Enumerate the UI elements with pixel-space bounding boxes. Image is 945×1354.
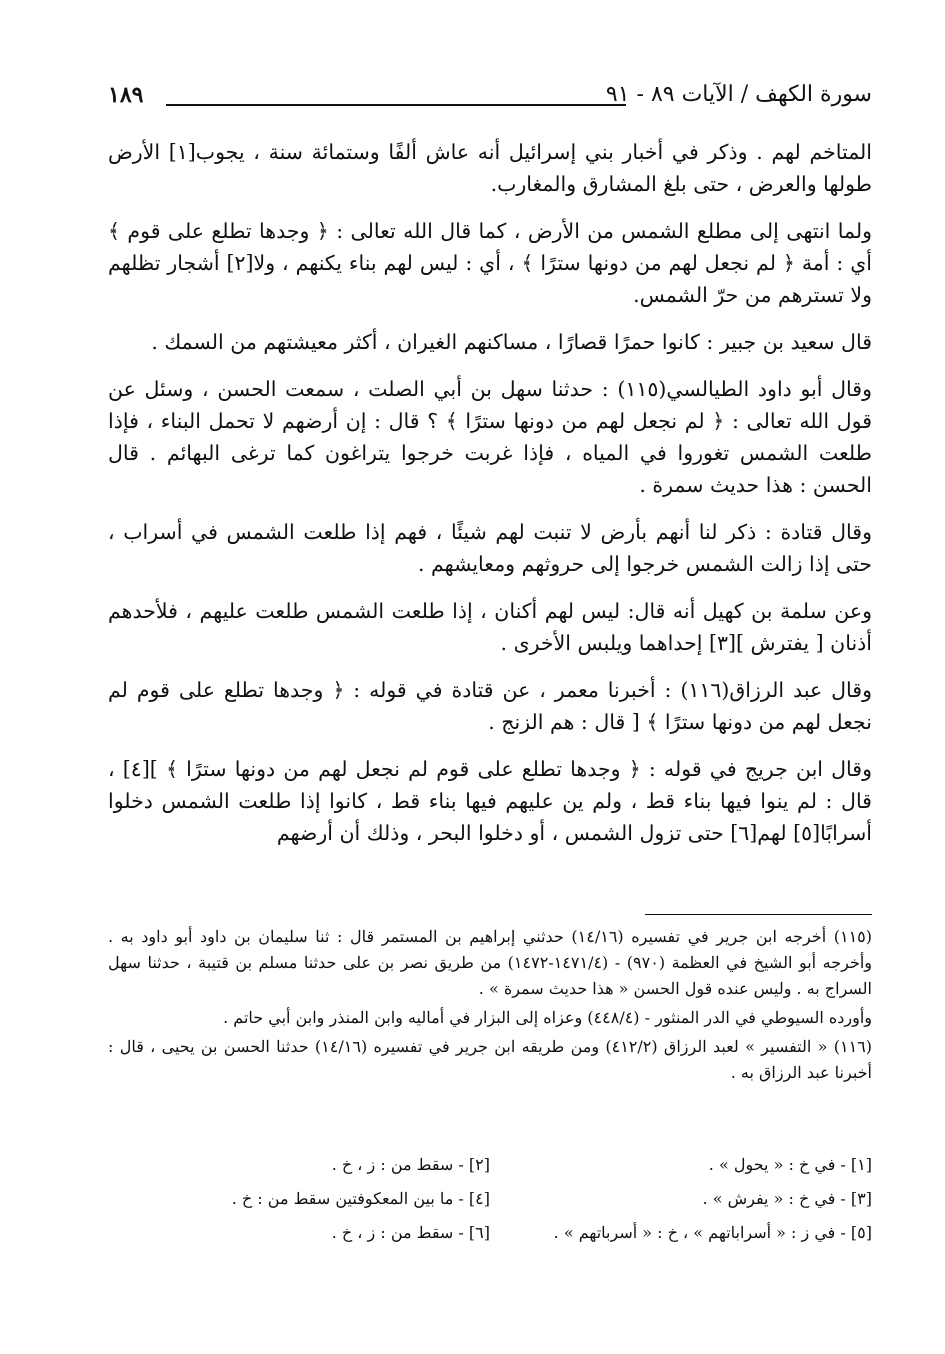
variant-row bbox=[108, 1216, 872, 1250]
footnotes bbox=[108, 924, 872, 1089]
paragraph: وقال قتادة : ذكر لنا أنهم بأرض لا تنبت لهم شيئًا ، فهم إذا طلعت الشمس في أسراب ، حتى إذا زالت الشمس خرجوا إلى حروثهم ومعايشهم . bbox=[108, 520, 872, 576]
paragraph: ولما انتهى إلى مطلع الشمس من الأرض ، كما قال الله تعالى : ﴿ وجدها تطلع على قوم ﴾ أي : أمة ﴿ لم نجعل لهم من دونها سترًا ﴾ ، أي : ليس لهم بناء يكنهم ، ولا[٢] أشجار تظلهم ولا تسترهم من حرّ الشمس. bbox=[108, 219, 872, 307]
variant-note: [٤] - ما بين المعكوفتين سقط من : خ . bbox=[231, 1189, 490, 1208]
textual-variants bbox=[108, 1148, 872, 1250]
variant-row bbox=[108, 1148, 872, 1182]
variant-note: [٥] - في ز : « أسراباتهم » ، خ : « أسرباتهم » . bbox=[553, 1223, 872, 1242]
header-rule bbox=[166, 104, 626, 106]
variant-row bbox=[108, 1182, 872, 1216]
paragraph: قال سعيد بن جبير : كانوا حمرًا قصارًا ، مساكنهم الغيران ، أكثر معيشتهم من السمك . bbox=[151, 330, 872, 354]
footnote: وأورده السيوطي في الدر المنثور - (٤٤٨/٤) وعزاه إلى البزار في أماليه وابن المنذر وابن أبي حاتم . bbox=[223, 1008, 872, 1027]
paragraph: وقال ابن جريج في قوله : ﴿ وجدها تطلع على قوم لم نجعل لهم من دونها سترًا ﴾ ][٤] ، قال : لم ينوا فيها بناء قط ، ولم ين عليهم فيها بناء قط ، كانوا إذا طلعت الشمس دخلوا أسرابًا[٥] لهم[٦] حتى تزول الشمس ، أو دخلوا البحر ، وذلك أن أرضهم bbox=[108, 757, 872, 845]
main-text bbox=[108, 136, 872, 864]
running-title: سورة الكهف / الآيات ٨٩ - ٩١ bbox=[605, 82, 872, 107]
page-header bbox=[108, 82, 872, 116]
variant-note: [٢] - سقط من : ز ، خ . bbox=[331, 1155, 490, 1174]
paragraph: وعن سلمة بن كهيل أنه قال: ليس لهم أكنان ، إذا طلعت الشمس طلعت عليهم ، فلأحدهم أذنان [ يفترش ][٣] إحداهما ويلبس الأخرى . bbox=[108, 599, 872, 655]
variant-note: [٣] - في خ : « يفرش » . bbox=[702, 1189, 872, 1208]
paragraph: المتاخم لهم . وذكر في أخبار بني إسرائيل أنه عاش ألفًا وستمائة سنة ، يجوب[١] الأرض طولها والعرض ، حتى بلغ المشارق والمغارب. bbox=[108, 140, 873, 196]
footnote-rule bbox=[645, 914, 872, 915]
paragraph: وقال أبو داود الطيالسي(١١٥) : حدثنا سهل بن أبي الصلت ، سمعت الحسن ، وسئل عن قول الله تعالى : ﴿ لم نجعل لهم من دونها سترًا ﴾ ؟ قال : إن أرضهم لا تحمل البناء ، فإذا طلعت الشمس تغوروا في المياه ، فإذا غربت خرجوا يتراغون كما ترغى البهائم . قال الحسن : هذا حديث سمرة . bbox=[108, 377, 872, 497]
paragraph: وقال عبد الرزاق(١١٦) : أخبرنا معمر ، عن قتادة في قوله : ﴿ وجدها تطلع على قوم لم نجعل لهم من دونها سترًا ﴾ [ قال : هم الزنج . bbox=[108, 678, 872, 734]
footnote: (١١٥) أخرجه ابن جرير في تفسيره (١٤/١٦) حدثني إبراهيم بن المستمر قال : ثنا سليمان بن داود أبو داود به . وأخرجه أبو الشيخ في العظمة (٩٧٠) - (١٤٧١/٤-١٤٧٢) من طريق نصر بن على حدثنا مسلم بن قتيبة ، حدثنا سهل السراج به . وليس عنده قول الحسن « هذا حديث سمرة » . bbox=[108, 927, 873, 998]
page-number: ١٨٩ bbox=[108, 82, 144, 108]
variant-note: [١] - في خ : « يحول » . bbox=[708, 1155, 872, 1174]
variant-note: [٦] - سقط من : ز ، خ . bbox=[331, 1223, 490, 1242]
footnote: (١١٦) « التفسير » لعبد الرزاق (٤١٢/٢) ومن طريقه ابن جرير في تفسيره (١٤/١٦) حدثنا الحسن بن يحيى ، قال : أخبرنا عبد الرزاق به . bbox=[108, 1037, 872, 1082]
